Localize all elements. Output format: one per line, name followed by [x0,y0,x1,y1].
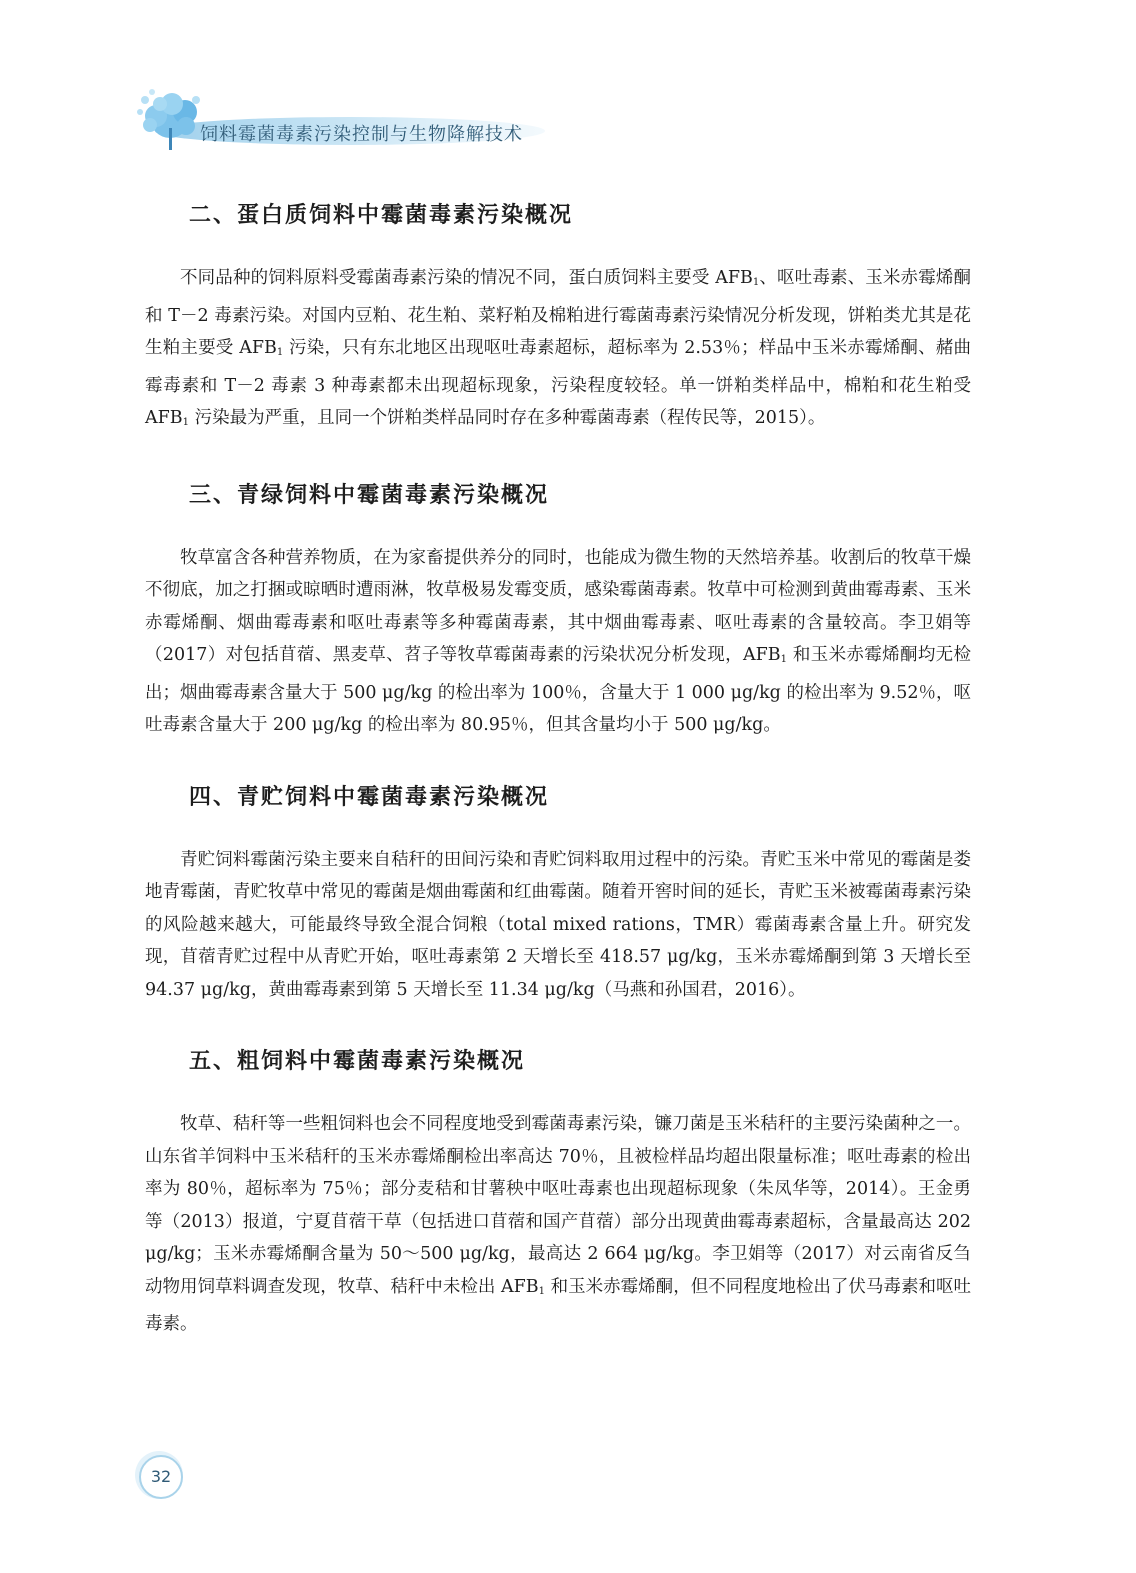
section-heading: 二、蛋白质饲料中霉菌毒素污染概况 [189,203,574,228]
text-run: 、呕吐毒素、玉米赤霉烯酮和 T－2 毒素污染。对国内豆粕、花生粕、菜籽粕及棉粕进行霉菌毒素污染情况分析发现，饼粕类尤其是花生粕主要受 AFB [145,268,972,358]
section-heading: 五、粗饲料中霉菌毒素污染概况 [189,1049,526,1074]
subscript: 1 [538,1285,545,1297]
subscript: 1 [780,654,788,665]
text-run: 不同品种的饲料原料受霉菌毒素污染的情况不同，蛋白质饲料主要受 AFB [180,268,753,288]
page-body [145,196,971,1377]
text-run: 和玉米赤霉烯酮，但不同程度地检出了伏马毒素和呕吐毒素。 [145,1276,972,1334]
text-run: 牧草富含各种营养物质，在为家畜提供养分的同时，也能成为微生物的天然培养基。收割后的牧草干燥不彻底，加之打捆或晾晒时遭雨淋，牧草极易发霉变质，感染霉菌毒素。牧草中可检测到黄曲霉毒素、玉米赤霉烯酮、烟曲霉毒素和呕吐毒素等多种霉菌毒素，其中烟曲霉毒素、呕吐毒素的含量较高。李卫娟等（2017）对包括苜蓿、黑麦草、苕子等牧草霉菌毒素的污染状况分析发现，AFB [145,547,971,665]
paragraph [145,1108,971,1341]
text-run: 青贮饲料霉菌污染主要来自秸秆的田间污染和青贮饲料取用过程中的污染。青贮玉米中常见的霉菌是娄地青霉菌，青贮牧草中常见的霉菌是烟曲霉菌和红曲霉菌。随着开窖时间的延长，青贮玉米被霉菌毒素污染的风险越来越大，可能最终导致全混合饲粮（total mixed rations，TMR）霉菌毒素含量上升。研究发现，苜蓿青贮过程中从青贮开始，呕吐毒素第 2 天增长至 418.57 μg/kg，玉米赤霉烯酮到第 3 天增长至 94.37 μg/kg，黄曲霉毒素到第 5 天增长至 11.34 μg/kg（马燕和孙国君，2016）。 [145,849,971,1000]
page-number: 32 [139,1455,183,1499]
text-run: 污染，只有东北地区出现呕吐毒素超标，超标率为 2.53％；样品中玉米赤霉烯酮、赭曲霉毒素和 T－2 毒素 3 种毒素都未出现超标现象，污染程度较轻。单一饼粕类样品中，棉粕和花生粕受 AFB [145,338,972,428]
text-run: 牧草、秸秆等一些粗饲料也会不同程度地受到霉菌毒素污染，镰刀菌是玉米秸秆的主要污染菌种之一。山东省羊饲料中玉米秸秆的玉米赤霉烯酮检出率高达 70％，且被检样品均超出限量标准；呕吐毒素的检出率为 80％，超标率为 75％；部分麦秸和甘薯秧中呕吐毒素也出现超标现象（朱凤华等，2014）。王金勇等（2013）报道，宁夏苜蓿干草（包括进口苜蓿和国产苜蓿）部分出现黄曲霉毒素超标，含量最高达 202 μg/kg；玉米赤霉烯酮含量为 50～500 μg/kg，最高达 2 664 μg/kg。李卫娟等（2017）对云南省反刍动物用饲草料调查发现，牧草、秸秆中未检出 AFB [145,1114,971,1297]
section-heading: 四、青贮饲料中霉菌毒素污染概况 [189,784,550,810]
header-banner-graphic [0,0,1136,175]
subscript: 1 [182,417,190,428]
header-title: 饲料霉菌毒素污染控制与生物降解技术 [200,124,523,145]
subscript: 1 [276,347,284,358]
text-run: 污染最为严重，且同一个饼粕类样品同时存在多种霉菌毒素（程传民等，2015）。 [189,408,826,428]
paragraph [145,844,971,1007]
running-header [0,0,1136,175]
paragraph [145,542,971,742]
subscript: 1 [752,277,760,288]
text-run: 和玉米赤霉烯酮均无检出；烟曲霉毒素含量大于 500 μg/kg 的检出率为 100％，含量大于 1 000 μg/kg 的检出率为 9.52％，呕吐毒素含量大于 200 μg/kg 的检出率为 80.95％，但其含量均小于 500 μg/kg。 [145,645,972,735]
tree-icon [137,89,200,150]
section-heading: 三、青绿饲料中霉菌毒素污染概况 [189,482,550,508]
paragraph [145,262,971,440]
